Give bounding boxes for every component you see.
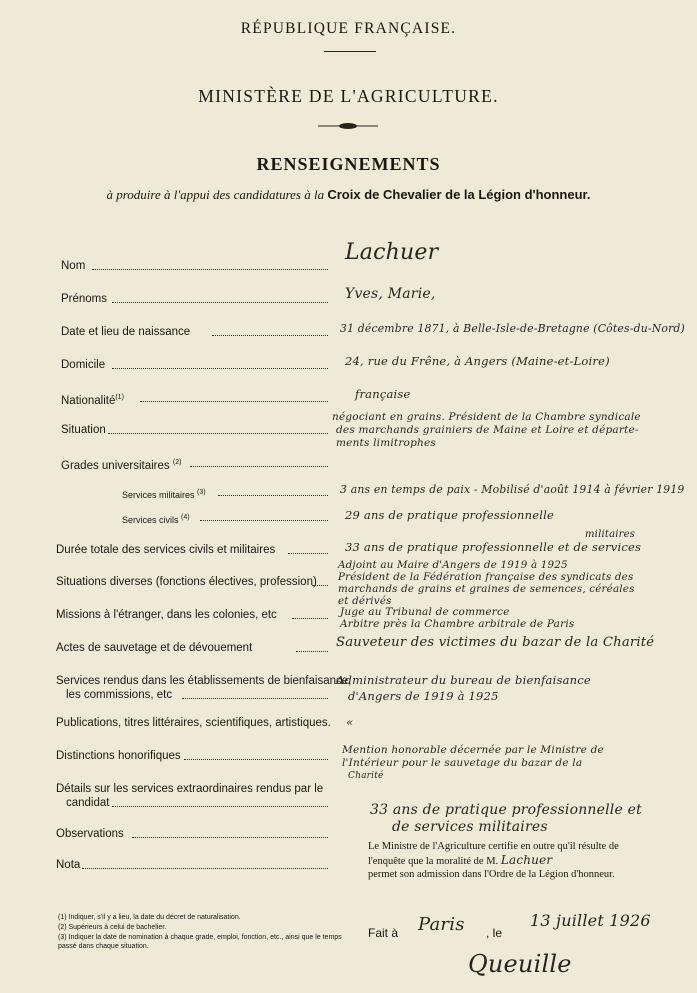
fait-place: Paris	[418, 914, 465, 935]
value-observations-1: 33 ans de pratique professionnelle et	[370, 802, 642, 818]
certification-line-2-text: l'enquête que la moralité de M.	[368, 856, 499, 867]
dots-situation	[108, 433, 328, 434]
value-diverses-1: Adjoint au Maire d'Angers de 1919 à 1925	[338, 559, 568, 571]
value-nom: Lachuer	[345, 240, 439, 265]
value-sauvetage: Sauveteur des victimes du bazar de la Charité	[336, 635, 655, 650]
value-civils: 29 ans de pratique professionnelle	[345, 508, 555, 522]
label-diverses: Situations diverses (fonctions électives, profession)	[56, 576, 317, 588]
label-duree: Durée totale des services civils et militaires	[56, 544, 276, 556]
document-subtitle	[0, 187, 697, 203]
label-situation: Situation	[61, 424, 106, 436]
fait-le: , le	[486, 926, 503, 940]
dots-domicile	[112, 368, 328, 369]
value-distinctions-1: Mention honorable décernée par le Ministre de	[342, 744, 604, 756]
label-bienfaisance-1: Services rendus dans les établissements de bienfaisance,	[56, 675, 352, 687]
note-ref-civils: (4)	[181, 514, 190, 521]
label-distinctions: Distinctions honorifiques	[56, 750, 181, 762]
ornament-divider	[318, 121, 378, 131]
value-diverses-3: marchands de grains et graines de semences, céréales	[338, 583, 635, 595]
label-naissance: Date et lieu de naissance	[61, 326, 191, 338]
republic-heading: RÉPUBLIQUE FRANÇAISE.	[240, 20, 457, 37]
subtitle-bold: Croix de Chevalier de la Légion d'honneur.	[327, 187, 591, 202]
dots-prenoms	[112, 302, 328, 303]
value-naissance: 31 décembre 1871, à Belle-Isle-de-Bretagne (Côtes-du-Nord)	[340, 322, 685, 335]
ministry-heading: MINISTÈRE DE L'AGRICULTURE.	[198, 86, 499, 106]
dots-duree	[288, 553, 328, 554]
label-nota: Nota	[56, 859, 81, 871]
note-ref-militaires: (3)	[197, 489, 206, 496]
dots-sauvetage	[296, 651, 328, 652]
value-domicile: 24, rue du Frêne, à Angers (Maine-et-Loire)	[345, 354, 610, 368]
value-bienfaisance-2: d'Angers de 1919 à 1925	[348, 689, 499, 703]
value-bienfaisance-1: Administrateur du bureau de bienfaisance	[336, 673, 591, 687]
footnote-2: (2) Supérieurs à celui de bachelier.	[58, 924, 167, 931]
value-nationalite: française	[355, 387, 411, 401]
label-domicile: Domicile	[61, 359, 106, 371]
footnote-1: (1) Indiquer, s'il y a lieu, la date du décret de naturalisation.	[58, 914, 241, 921]
label-extraordinaires-2: candidat	[66, 797, 110, 809]
value-duree-1: 33 ans de pratique professionnelle et de services	[345, 540, 642, 554]
value-prenoms: Yves, Marie,	[345, 286, 436, 302]
dots-diverses	[312, 585, 328, 586]
note-ref-grades: (2)	[172, 459, 182, 466]
fait-label: Fait à	[368, 926, 399, 940]
certification-name: Lachuer	[500, 853, 553, 867]
subtitle-italic: à produire à l'appui des candidatures à la	[106, 187, 325, 202]
certification-line-1: Le Ministre de l'Agriculture certifie en outre qu'il résulte de	[368, 841, 619, 852]
label-grades	[61, 456, 181, 473]
label-grades-text: Grades universitaires	[61, 459, 170, 472]
label-observations: Observations	[56, 828, 124, 840]
header-rule-top	[324, 51, 376, 52]
label-civils-text: Services civils	[122, 515, 179, 525]
label-nationalite-text: Nationalité	[61, 394, 116, 407]
footnote-3: (3) Indiquer la date de nomination à chaque grade, emploi, fonction, etc., ainsi que le temps passé dans chaque situation.	[58, 934, 342, 950]
dots-civils	[200, 520, 328, 521]
dots-distinctions	[184, 759, 328, 760]
dots-naissance	[212, 335, 328, 336]
certification-line-3: permet son admission dans l'Ordre de la Légion d'honneur.	[368, 869, 615, 880]
label-prenoms: Prénoms	[61, 293, 108, 305]
label-nationalite	[61, 391, 124, 408]
label-extraordinaires-1: Détails sur les services extraordinaires rendus par le	[56, 783, 324, 795]
label-missions: Missions à l'étranger, dans les colonies, etc	[56, 609, 277, 621]
value-observations-2: de services militaires	[392, 819, 548, 835]
label-publications: Publications, titres littéraires, scientifiques, artistiques.	[56, 717, 331, 729]
value-situation-3: ments limitrophes	[336, 437, 436, 449]
value-distinctions-2: l'Intérieur pour le sauvetage du bazar de la	[342, 757, 583, 769]
fait-date: 13 juillet 1926	[530, 911, 651, 930]
dots-nom	[92, 269, 328, 270]
dots-observations	[132, 837, 328, 838]
value-distinctions-3: Charité	[348, 771, 384, 781]
value-diverses-4: et dérivés	[338, 595, 392, 607]
value-missions-1: Juge au Tribunal de commerce	[340, 606, 510, 618]
document-title: RENSEIGNEMENTS	[256, 154, 441, 174]
value-militaires: 3 ans en temps de paix - Mobilisé d'août 1914 à février 1919	[340, 483, 685, 496]
value-missions-2: Arbitre près la Chambre arbitrale de Paris	[340, 618, 575, 630]
label-nom: Nom	[61, 260, 86, 272]
certification-line-2	[368, 854, 552, 869]
dots-nationalite	[140, 401, 328, 402]
dots-grades	[190, 466, 328, 467]
dots-extraordinaires	[112, 806, 328, 807]
label-militaires	[122, 486, 206, 502]
signature: Queuille	[468, 950, 572, 978]
dots-bienfaisance	[182, 698, 328, 699]
label-civils	[122, 511, 190, 527]
label-militaires-text: Services militaires	[122, 490, 195, 500]
dots-militaires	[218, 495, 328, 496]
note-ref-nationalite: (1)	[115, 394, 124, 401]
dots-missions	[292, 618, 328, 619]
label-sauvetage: Actes de sauvetage et de dévouement	[56, 642, 253, 654]
dots-nota	[82, 868, 328, 869]
value-publications: «	[346, 715, 354, 729]
value-duree-2: militaires	[585, 529, 636, 540]
value-situation-1: négociant en grains. Président de la Chambre syndicale	[332, 411, 641, 423]
value-situation-2: des marchands grainiers de Maine et Loire et départe-	[336, 424, 639, 436]
value-diverses-2: Président de la Fédération française des syndicats des	[338, 571, 634, 583]
label-bienfaisance-2: les commissions, etc	[66, 689, 173, 701]
